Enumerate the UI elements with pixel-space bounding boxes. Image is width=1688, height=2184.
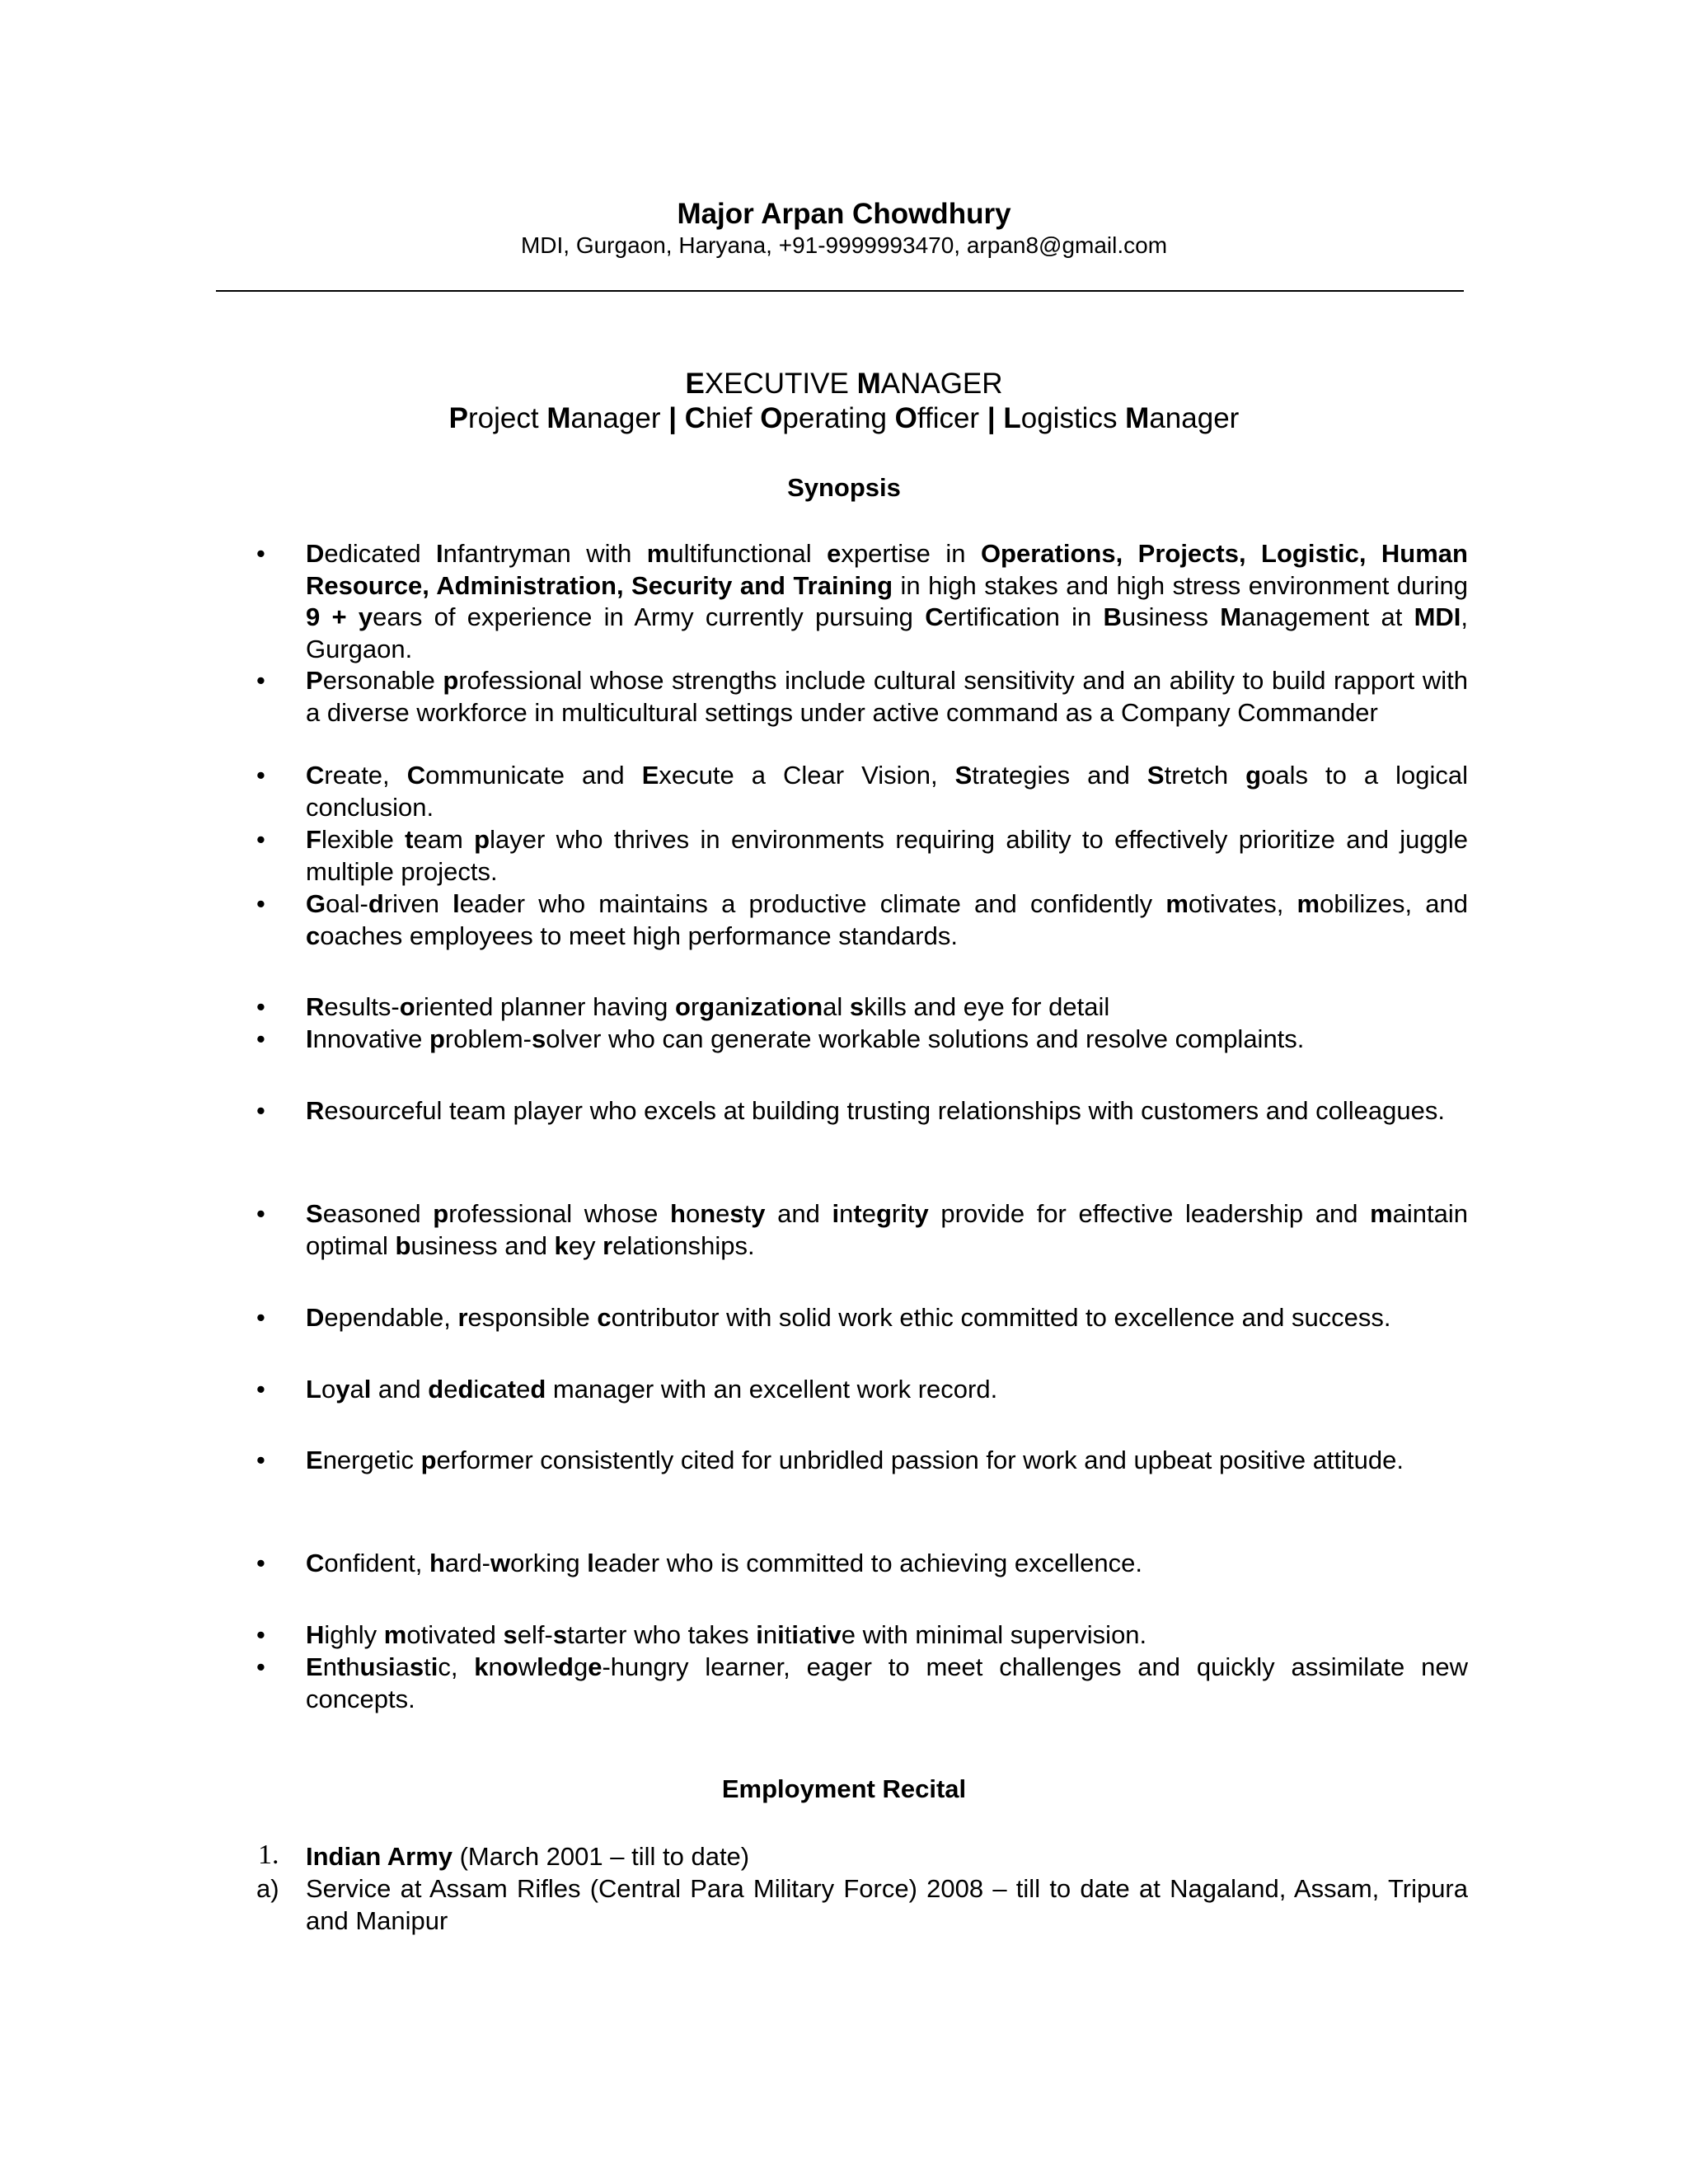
- synopsis-item: • Results-oriented planner having organizational skills and eye for detail: [306, 991, 1468, 1024]
- synopsis-item: • Personable professional whose strengths include cultural sensitivity and an ability to build rapport with a diverse workforce in multicultural settings under active command as a Company Commander: [306, 665, 1468, 729]
- synopsis-item: • Dependable, responsible contributor with solid work ethic committed to excellence and success.: [306, 1302, 1468, 1334]
- employment-entry: [256, 1873, 1468, 1937]
- list-number: 1.: [258, 1840, 279, 1870]
- role-subtitle: Project Manager | Chief Operating Officer | Logistics Manager: [448, 402, 1240, 434]
- candidate-name: Major Arpan Chowdhury: [677, 198, 1011, 230]
- synopsis-item: • Energetic performer consistently cited for unbridled passion for work and upbeat positive attitude.: [306, 1445, 1468, 1477]
- header-divider: [216, 290, 1464, 292]
- synopsis-item: • Create, Communicate and Execute a Clear Vision, Strategies and Stretch goals to a logical conclusion.: [306, 760, 1468, 823]
- synopsis-item: • Seasoned professional whose honesty and integrity provide for effective leadership and maintain optimal business and key relationships.: [306, 1198, 1468, 1262]
- synopsis-item: • Innovative problem-solver who can generate workable solutions and resolve complaints.: [306, 1024, 1468, 1056]
- synopsis-item: • Enthusiastic, knowledge-hungry learner, eager to meet challenges and quickly assimilate new concepts.: [306, 1652, 1468, 1715]
- contact-line: MDI, Gurgaon, Haryana, +91-9999993470, arpan8@gmail.com: [520, 232, 1168, 258]
- synopsis-item: • Resourceful team player who excels at building trusting relationships with customers and colleagues.: [306, 1095, 1468, 1127]
- synopsis-item: • Dedicated Infantryman with multifunctional expertise in Operations, Projects, Logistic, Human Resource, Administration, Security and Training in high stakes and high stress environment during 9 + years of experience in Army currently pursuing Certification in Business Management at MDI, Gurgaon.: [306, 538, 1468, 665]
- synopsis-item: • Loyal and dedicated manager with an excellent work record.: [306, 1374, 1468, 1406]
- employment-text: Service at Assam Rifles (Central Para Military Force) 2008 – till to date at Nagaland, Assam, Tripura and Manipur: [306, 1874, 1468, 1935]
- employment-entry: [258, 1840, 1468, 1873]
- list-letter: a): [256, 1874, 279, 1903]
- synopsis-item: • Confident, hard-working leader who is committed to achieving excellence.: [306, 1548, 1468, 1580]
- synopsis-heading: Synopsis: [787, 473, 901, 502]
- synopsis-item: • Highly motivated self-starter who takes initiative with minimal supervision.: [306, 1619, 1468, 1652]
- employment-heading: Employment Recital: [721, 1774, 967, 1803]
- synopsis-item: • Goal-driven leader who maintains a productive climate and confidently motivates, mobilizes, and coaches employees to meet high performance standards.: [306, 888, 1468, 952]
- employment-text: Indian Army (March 2001 – till to date): [306, 1842, 750, 1871]
- role-title: EXECUTIVE MANAGER: [685, 368, 1003, 400]
- synopsis-item: • Flexible team player who thrives in environments requiring ability to effectively prioritize and juggle multiple projects.: [306, 824, 1468, 888]
